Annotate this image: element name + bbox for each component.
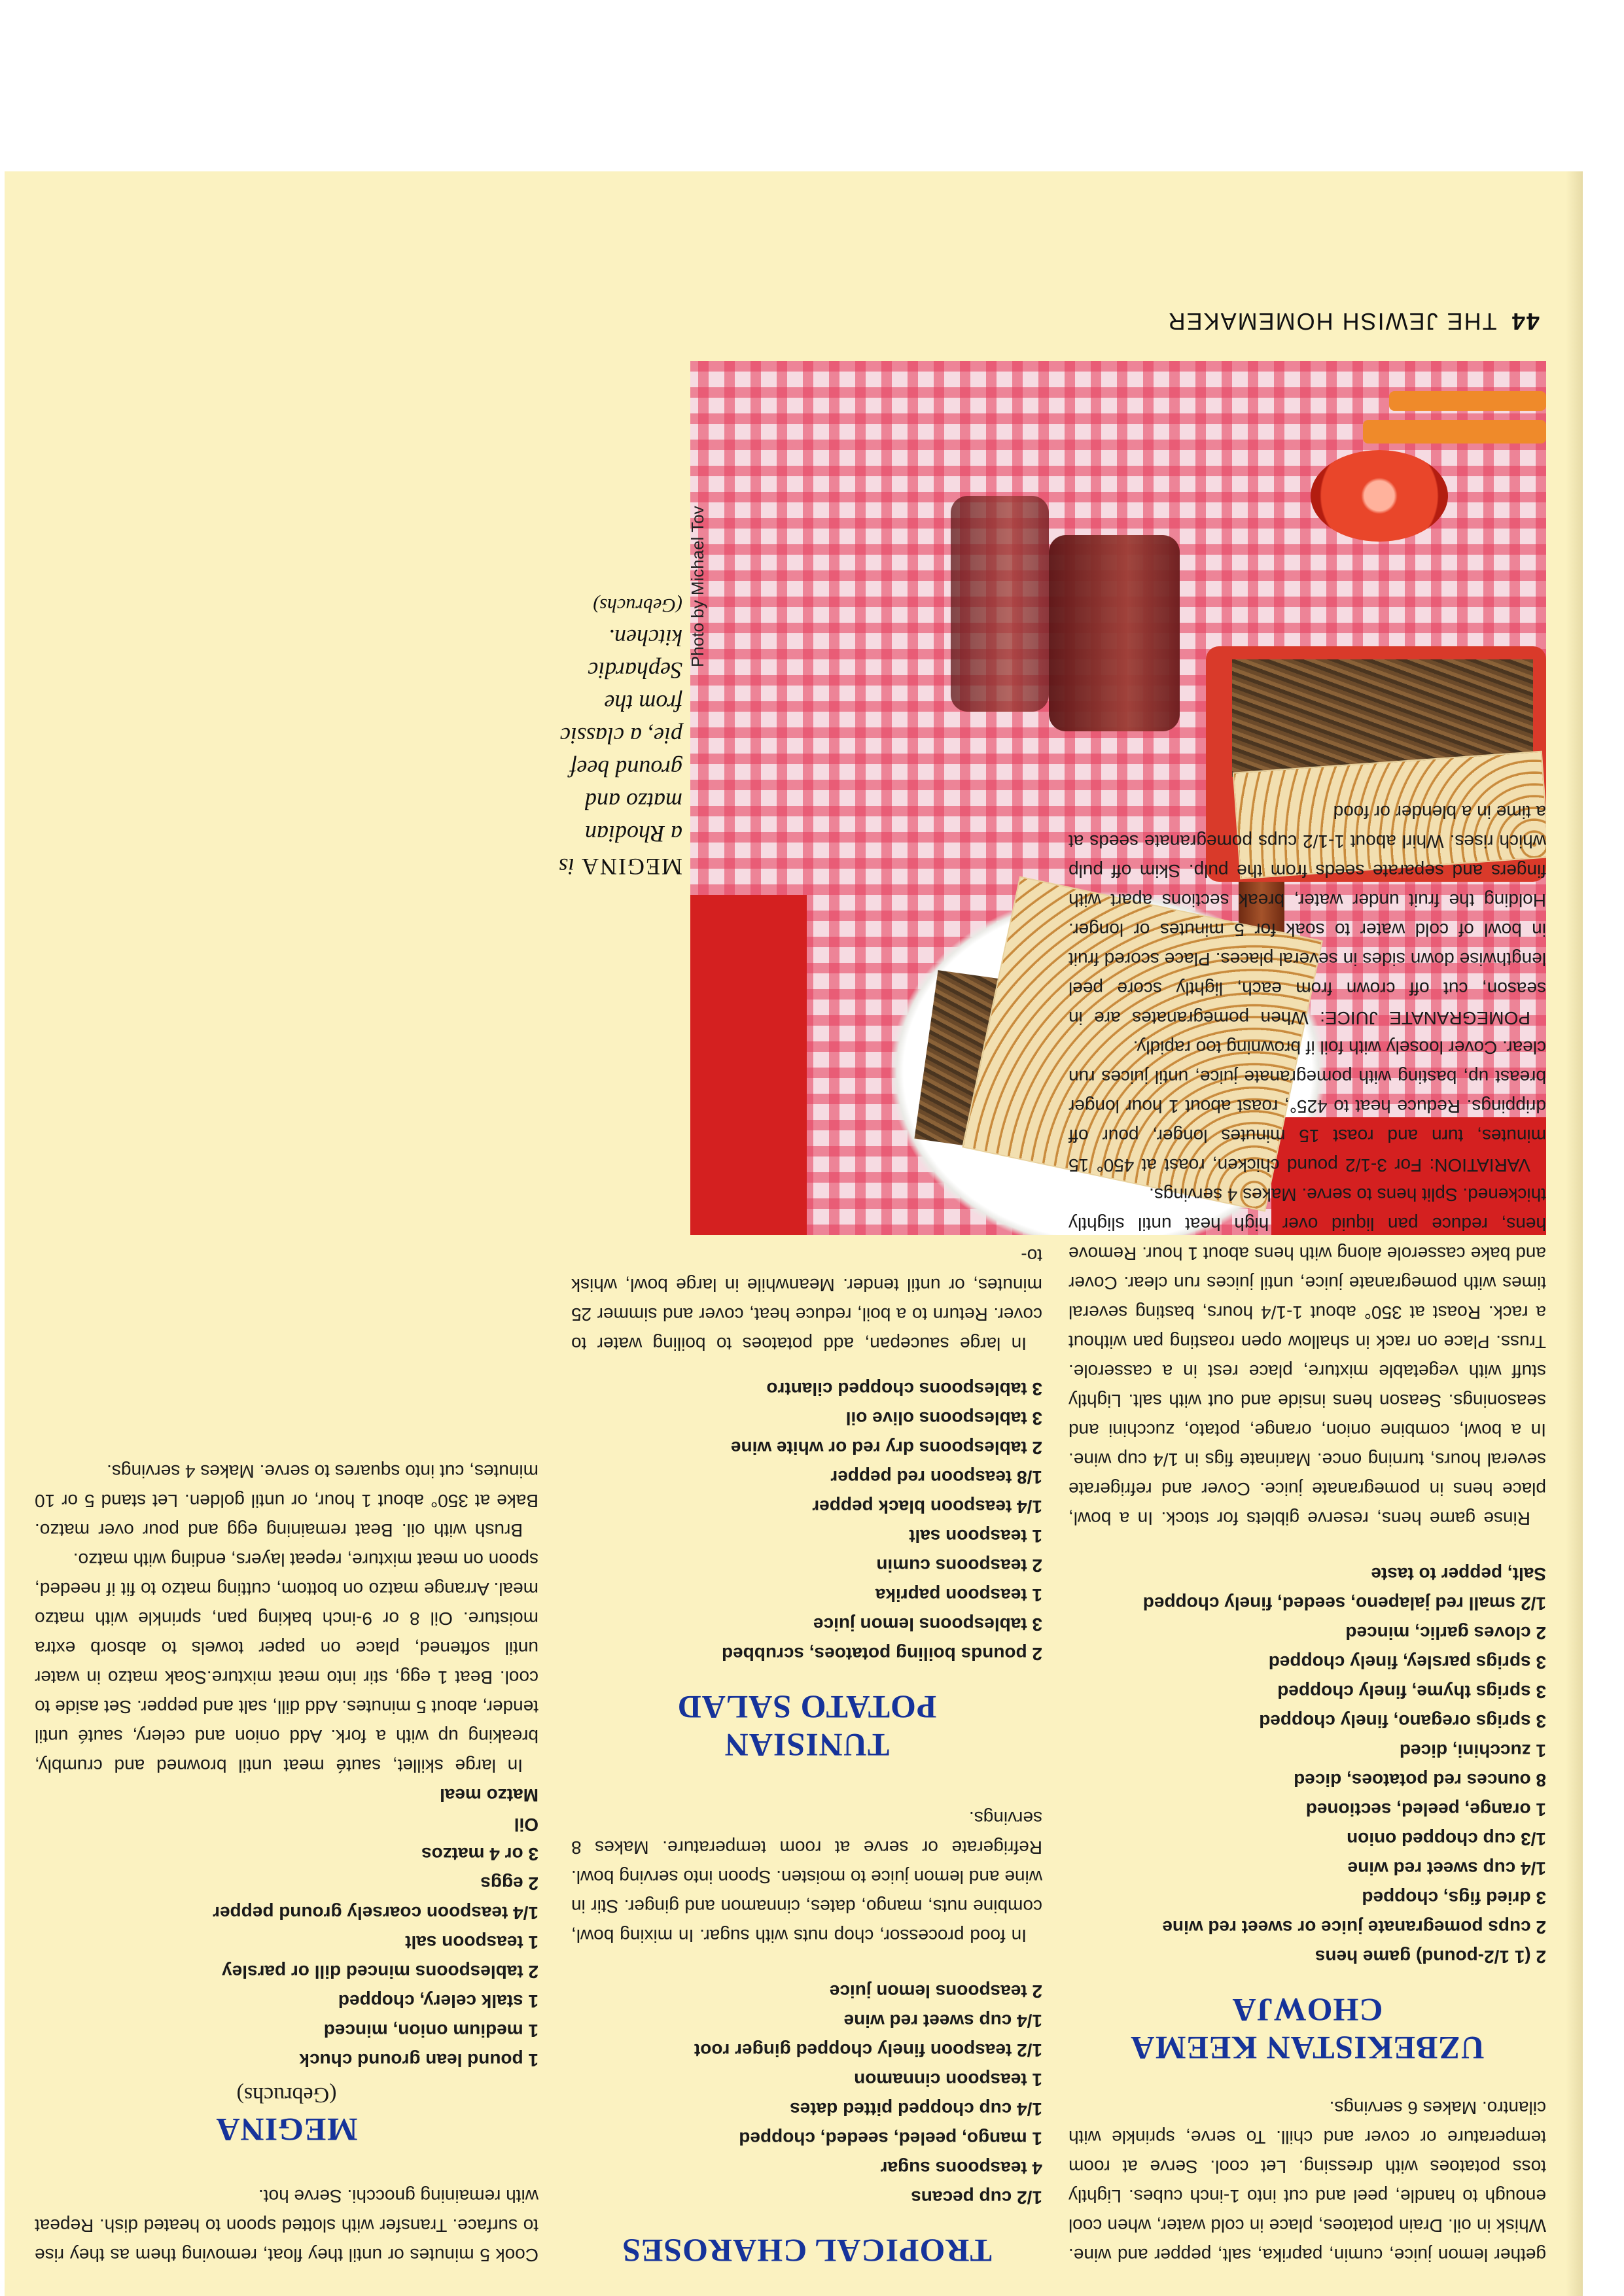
potato-salad-continuation: gether lemon juice, cumin, paprika, salt, pepper and wine. Whisk in oil. Drain potatoes, place in cold water, when cool enough to handle, peel and cut into 1-inch cubes. Lightly toss potatoes with dressing. Let cool. Serve at room temperature or cover and chill. To serve, sprinkle with cilantro. Makes 6 servings. <box>1068 2098 1546 2265</box>
page-number: 44 <box>1510 308 1540 335</box>
photo-caption <box>552 589 682 883</box>
ingredient: 1/4 cup sweet red wine <box>1347 1858 1546 1879</box>
ingredient: 1/3 cup chopped onion <box>1347 1829 1546 1849</box>
caption-lead: MEGINA <box>580 854 682 880</box>
wine-glass-2 <box>951 496 1049 712</box>
ingredient: 1 teaspoon salt <box>909 1526 1042 1546</box>
column-3 <box>1068 797 1546 2270</box>
ingredient: Oil <box>514 1815 538 1835</box>
recipe-method: In large skillet, sauté meat until browned and crumbly, breaking up with a fork. Add onion and celery, sauté until tender, about 5 minutes. Add dill, salt and pepper. Set aside to cool. Beat 1 egg, stir into meat mixture.Soak matzo in water until softened, place on paper towels to absorb extra moisture. Oil 8 or 9-inch baking pan, sprinkle with matzo meal. Arrange matzo on bottom, cutting matzo to fit if needed, spoon on meat mixture, repeat layers, ending with matzo. <box>35 1550 538 1776</box>
ingredient: 1/2 teaspoon finely chopped ginger root <box>694 2040 1042 2061</box>
carrot-stick <box>1363 420 1546 444</box>
recipe-title-keema-chowja: UZBEKISTAN KEEMA CHOWJA <box>1130 1992 1485 2066</box>
recipe-title-megina: MEGINA <box>215 2112 358 2148</box>
ingredient: 3 tablespoons olive oil <box>845 1408 1042 1429</box>
ingredient: 3 sprigs parsley, finely chopped <box>1268 1652 1546 1673</box>
pomegranate-juice-note: POMEGRANATE JUICE: When pomegranates are in season, cut off crown from each, lightly score peel lengthwise down sides in several places. Place scored fruit in bowl of cold water to soak for 5 minutes or longer. Holding the fruit under water, break sections apart with fingers and separate seeds from the pulp. Skim off pulp which rises. Whirl about 1-1/2 cups pomegranate seeds at a time in a blender or food <box>1068 802 1546 1028</box>
recipe-method: Rinse game hens, reserve giblets for stock. In a bowl, place hens in pomegranate juice. Cover and refrigerate several hours, turning once. Marinate figs in 1/4 cup wine. In a bowl, combine onion, orange, potato, zucchini and seasonings. Season hens inside and out with salt. Lightly stuff with vegetable mixture, place rest in a casserole. Truss. Place on rack in shallow open roasting pan without a rack. Roast at 350° about 1-1/4 hours, basting several times with pomegranate juice, until juices run clear. Cover and bake casserole along with hens about 1 hour. Remove hens, reduce pan liquid over high heat until slightly thickened. Split hens to serve. Makes 4 servings. <box>1068 1185 1546 1529</box>
ingredient: 3 sprigs thyme, finely chopped <box>1277 1682 1546 1702</box>
ingredient: 1/8 teaspoon red pepper <box>830 1467 1042 1487</box>
gnocchi-continuation: Cook 5 minutes or until they float, removing them as they rise to surface. Transfer with slotted spoon to heated dish. Repeat with remaining gnocchi. Serve hot. <box>35 2186 538 2265</box>
ingredient-list <box>571 1374 1042 1669</box>
ingredient: 8 ounces red potatoes, diced <box>1294 1770 1546 1790</box>
ingredient-list <box>571 1977 1042 2212</box>
photo-credit: Photo by Michael Tov <box>688 506 707 667</box>
ingredient: 1/2 small red jalapeno, seeded, finely chopped <box>1142 1593 1546 1614</box>
ingredient: 1/2 cup pecans <box>911 2187 1042 2208</box>
magazine-page <box>5 171 1583 2296</box>
ingredient: 3 tablespoons chopped cilantro <box>766 1379 1042 1399</box>
ingredient: 2 (1 1/2-pound) game hens <box>1315 1947 1546 1967</box>
ingredient: 1/4 teaspoon black pepper <box>812 1497 1042 1517</box>
column-1 <box>35 1457 538 2270</box>
ingredient: 2 cloves garlic, minced <box>1345 1623 1546 1643</box>
ingredient: 1 stalk celery, chopped <box>338 1991 538 2011</box>
ingredient: 2 eggs <box>480 1873 538 1894</box>
recipe-title-charoses: TROPICAL CHAROSES <box>622 2233 992 2269</box>
ingredient-list <box>1068 1559 1546 1972</box>
ingredient: 1 orange, peeled, sectioned <box>1305 1800 1546 1820</box>
ingredient: 2 cups pomegranate juice or sweet red wine <box>1162 1917 1546 1938</box>
ingredient: 1 teaspoon paprika <box>875 1585 1042 1605</box>
ingredient: 1 zucchini, diced <box>1399 1741 1546 1761</box>
ingredient: 2 tablespoons minced dill or parsley <box>222 1962 538 1982</box>
publication-name: THE JEWISH HOMEMAKER <box>1167 308 1497 335</box>
ingredient: 1 medium onion, minced <box>323 2021 538 2041</box>
ingredient-list <box>35 1781 538 2075</box>
page-header <box>1167 307 1540 335</box>
recipe-title-potato-salad: TUNISIAN POTATO SALAD <box>677 1689 937 1764</box>
tomato-slice <box>1311 450 1448 542</box>
ingredient: 1 mango, peeled, seeded, chopped <box>739 2129 1042 2149</box>
ingredient: 3 dried figs, chopped <box>1362 1888 1546 1908</box>
ingredient: 3 or 4 matzos <box>421 1844 538 1864</box>
ingredient: 1/4 teaspoon coarsely ground pepper <box>213 1903 538 1923</box>
recipe-subtitle: (Gebruchs) <box>236 2083 337 2107</box>
wine-glass <box>1049 535 1180 731</box>
red-napkin <box>690 895 807 1235</box>
recipe-variation: VARIATION: For 3-1/2 pound chicken, roast at 450° 15 minutes, turn and roast 15 minutes longer, pour off drippings. Reduce heat to 425°, roast about 1 hour longer breast up, basting with pomegranate juice, until juices run clear. Cover loosely with foil if browning too rapidly. <box>1068 1037 1546 1175</box>
ingredient: 2 teaspoons cumin <box>876 1556 1042 1576</box>
ingredient: 1 teaspoon salt <box>405 1932 538 1953</box>
ingredient: 1/4 cup chopped pitted dates <box>790 2099 1042 2119</box>
ingredient: Matzo meal <box>440 1785 538 1805</box>
ingredient: 2 tablespoons dry red or white wine <box>730 1438 1042 1458</box>
ingredient: Salt, pepper to taste <box>1371 1564 1546 1584</box>
recipe-method: Brush with oil. Beat remaining egg and pour over matzo. Bake at 350° about 1 hour, or until golden. Let stand 5 or 10 minutes, cut into squares to serve. Makes 4 servings. <box>35 1461 538 1540</box>
caption-note: (Gebruchs) <box>593 595 682 616</box>
caption-text: is a Rhodian matzo and ground beef pie, a classic from the Sephardic kitchen. <box>559 625 682 880</box>
ingredient: 2 teaspoons lemon juice <box>829 1981 1042 2002</box>
recipe-method: In food processor, chop nuts with sugar. In mixing bowl, combine nuts, mango, dates, cinnamon and ginger. Stir in wine and lemon juice to moisten. Spoon into serving bowl. Refrigerate or serve at room temperature. Makes 8 servings. <box>571 1808 1042 1946</box>
ingredient: 1 pound lean ground chuck <box>299 2050 538 2070</box>
ingredient: 2 pounds boiling potatoes, scrubbed <box>721 1644 1042 1664</box>
ingredient: 1 teaspoon cinnamon <box>854 2070 1042 2090</box>
ingredient: 1/4 cup sweet red wine <box>843 2011 1042 2031</box>
ingredient: 3 tablespoons lemon juice <box>813 1614 1042 1635</box>
ingredient: 3 sprigs oregano, finely chopped <box>1259 1711 1546 1731</box>
recipe-method: In large saucepan, add potatoes to boiling water to cover. Return to a boil, reduce heat, cover and simmer 25 minutes, or until tender. Meanwhile in large bowl, whisk to- <box>571 1245 1042 1354</box>
carrot-stick <box>1389 391 1546 411</box>
ingredient: 4 teaspoons sugar <box>880 2158 1042 2178</box>
column-2 <box>571 1241 1042 2270</box>
